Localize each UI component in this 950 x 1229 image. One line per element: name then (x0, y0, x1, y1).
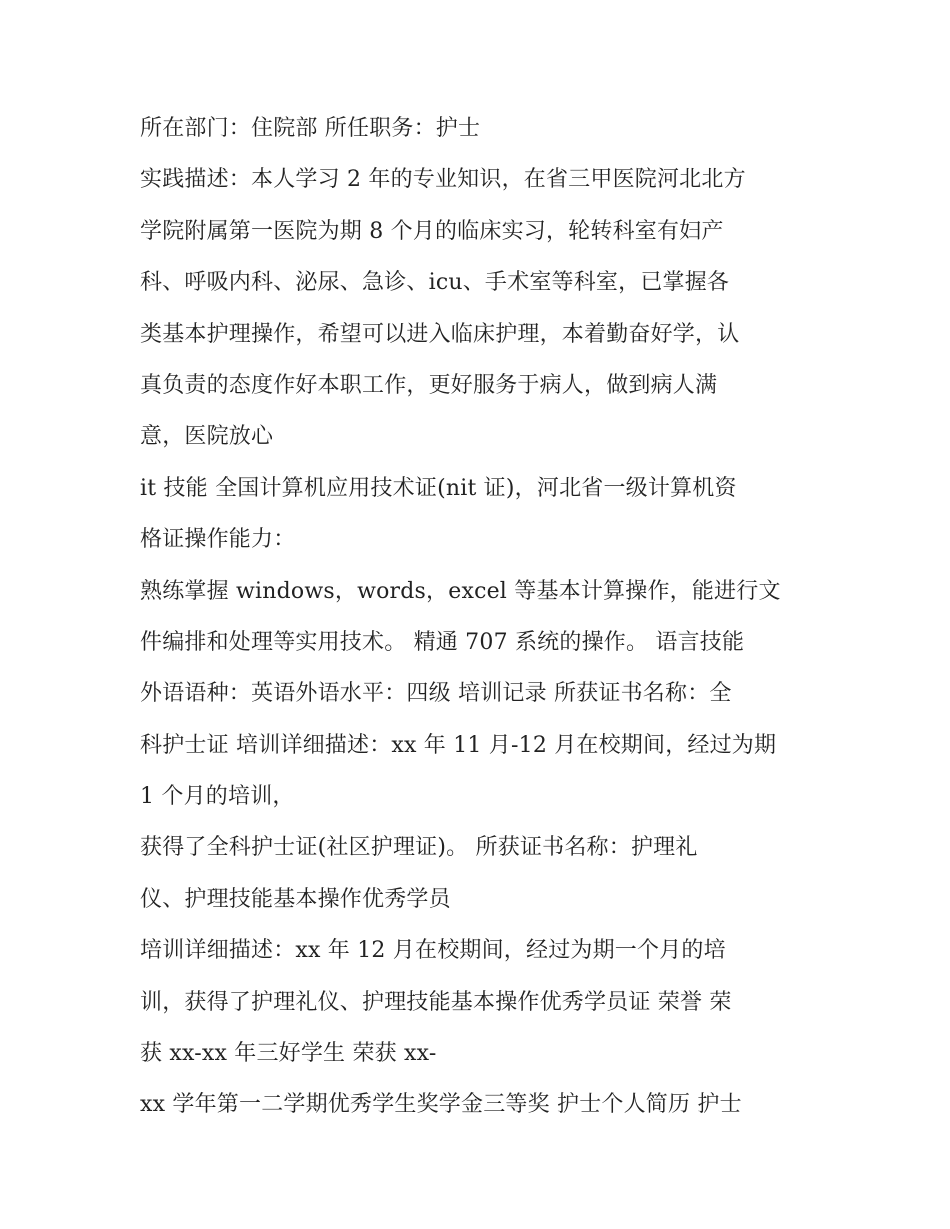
text-line-it-skills-2: 格证操作能力： (140, 527, 296, 553)
text-line-certificate-1: 获得了全科护士证(社区护理证)。 所获证书名称：护理礼 (140, 835, 698, 861)
text-line-training-2: 1 个月的培训， (140, 784, 295, 810)
text-line-language: 外语语种：英语外语水平：四级 培训记录 所获证书名称：全 (140, 681, 732, 707)
text-line-practice-4: 类基本护理操作，希望可以进入临床护理，本着勤奋好学，认 (140, 321, 740, 347)
text-line-department: 所在部门：住院部 所任职务：护士 (140, 116, 481, 141)
text-line-honor-1: 训，获得了护理礼仪、护理技能基本操作优秀学员证 荣誉 荣 (140, 989, 732, 1015)
text-line-practice-2: 学院附属第一医院为期 8 个月的临床实习，轮转科室有妇产 (140, 218, 724, 244)
text-line-training-3: 培训详细描述：xx 年 12 月在校期间，经过为期一个月的培 (140, 938, 726, 964)
text-line-certificate-2: 仪、护理技能基本操作优秀学员 (140, 886, 451, 912)
text-line-computer-1: 熟练掌握 windows，words，excel 等基本计算操作，能进行文 (140, 578, 781, 604)
text-line-honor-3: xx 学年第一二学期优秀学生奖学金三等奖 护士个人简历 护士 (140, 1092, 742, 1118)
text-line-practice-5: 真负责的态度作好本职工作，更好服务于病人，做到病人满 (140, 372, 718, 398)
text-line-practice-3: 科、呼吸内科、泌尿、急诊、icu、手术室等科室，已掌握各 (140, 270, 730, 296)
document-body (140, 110, 830, 1138)
text-line-training-1: 科护士证 培训详细描述：xx 年 11 月-12 月在校期间，经过为期 (140, 732, 777, 758)
text-line-practice-1: 实践描述：本人学习 2 年的专业知识，在省三甲医院河北北方 (140, 167, 746, 193)
text-line-computer-2: 件编排和处理等实用技术。 精通 707 系统的操作。 语言技能 (140, 629, 745, 655)
text-line-honor-2: 获 xx-xx 年三好学生 荣获 xx- (140, 1041, 437, 1067)
text-line-it-skills-1: it 技能 全国计算机应用技术证(nit 证)，河北省一级计算机资 (140, 475, 737, 501)
text-line-practice-6: 意，医院放心 (140, 424, 274, 450)
